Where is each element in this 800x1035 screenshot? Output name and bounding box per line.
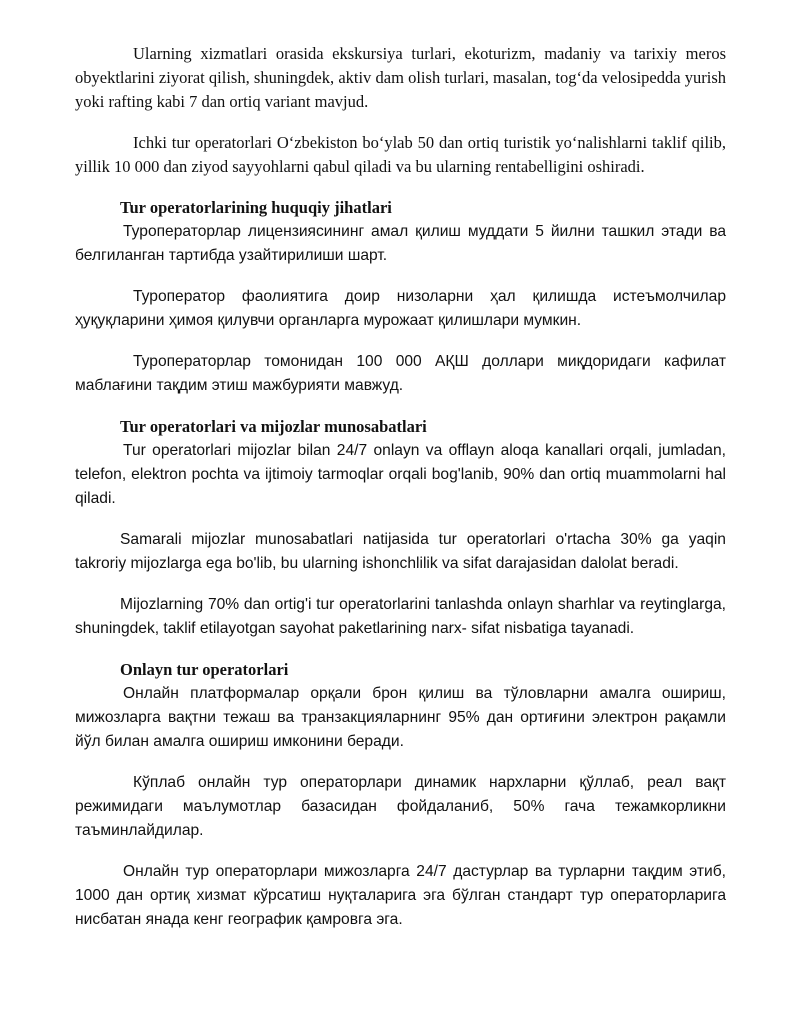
paragraph: Онлайн тур операторлари мижозларга 24/7 дастурлар ва турларни тақдим этиб, 1000 дан ортиқ хизмат кўрсатиш нуқталарига эга бўлган стандарт тур операторларига нисбатан янада кенг географик қамровга эга.	[75, 863, 726, 928]
paragraph: Онлайн платформалар орқали брон қилиш ва тўловларни амалга ошириш, мижозларга вақтни тежаш ва транзакцияларнинг 95% дан ортиғини электрон рақамли йўл билан амалга ошириш имконини беради.	[75, 685, 726, 750]
paragraph: Туроператор фаолиятига доир низоларни ҳал қилишда истеъмолчилар ҳуқуқларини ҳимоя қилувчи органларга мурожаат қилишлари мумкин.	[75, 288, 726, 329]
paragraph: Кўплаб онлайн тур операторлари динамик нархларни қўллаб, реал вақт режимидаги маълумотлар базасидан фойдаланиб, 50% гача тежамкорликни таъминлайдилар.	[75, 774, 726, 839]
document-page	[75, 42, 726, 932]
paragraph: Tur operatorlari mijozlar bilan 24/7 onlayn va offlayn aloqa kanallari orqali, jumladan, telefon, elektron pochta va ijtimoiy tarmoqlar orqali bog'lanib, 90% dan ortiq muammolarni hal qiladi.	[75, 442, 726, 507]
paragraph: Ichki tur operatorlari O‘zbekiston bo‘ylab 50 dan ortiq turistik yo‘nalishlarni taklif qilib, yillik 10 000 dan ziyod sayyohlarni qabul qiladi va bu ularning rentabelligini oshiradi.	[75, 133, 726, 176]
section-heading: Onlayn tur operatorlari	[120, 660, 289, 679]
paragraph: Ularning xizmatlari orasida ekskursiya turlari, ekoturizm, madaniy va tarixiy meros obyektlarini ziyorat qilish, shuningdek, aktiv dam olish turlari, masalan, tog‘da velosipedda yurish yoki rafting kabi 7 dan ortiq variant mavjud.	[75, 44, 726, 111]
section-heading: Tur operatorlarining huquqiy jihatlari	[120, 198, 392, 217]
paragraph: Samarali mijozlar munosabatlari natijasida tur operatorlari o'rtacha 30% ga yaqin takroriy mijozlarga ega bo'lib, bu ularning ishonchlilik va sifat darajasidan dalolat beradi.	[75, 531, 726, 572]
section-heading: Tur operatorlari va mijozlar munosabatlari	[120, 417, 427, 436]
paragraph: Туроператорлар лицензиясининг амал қилиш муддати 5 йилни ташкил этади ва белгиланган тартибда узайтирилиши шарт.	[75, 223, 726, 264]
paragraph: Туроператорлар томонидан 100 000 АҚШ доллари миқдоридаги кафилат маблағини тақдим этиш мажбурияти мавжуд.	[75, 353, 726, 394]
paragraph: Mijozlarning 70% dan ortig'i tur operatorlarini tanlashda onlayn sharhlar va reytinglarga, shuningdek, taklif etilayotgan sayohat paketlarining narx- sifat nisbatiga tayanadi.	[75, 596, 726, 637]
